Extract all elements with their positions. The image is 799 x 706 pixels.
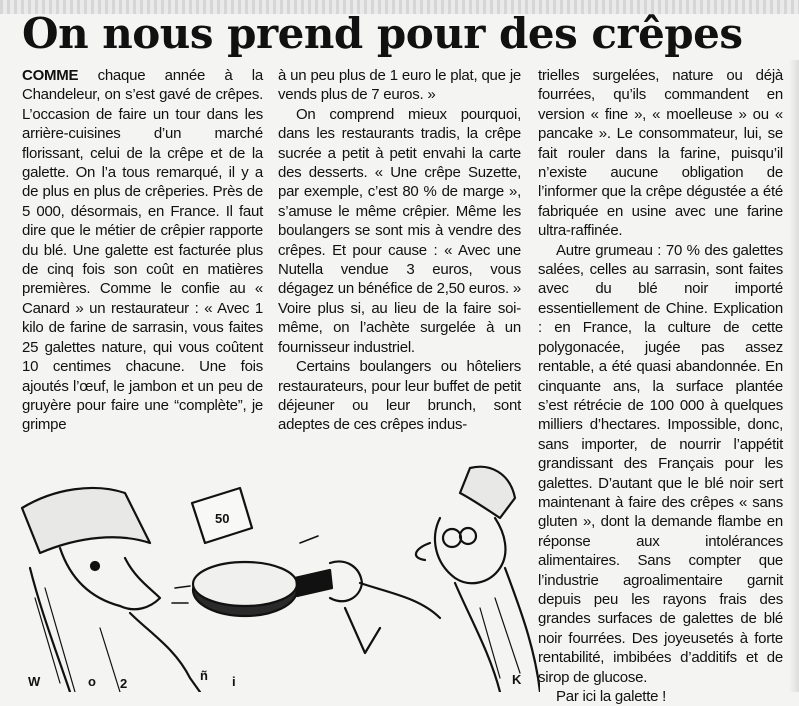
article-column-3 [538, 66, 783, 706]
paragraph-bakers: Certains boulangers ou hôteliers restaurateurs, pour leur buffet de petit déjeuner ou leur brunch, sont adeptes de ces crêpes indus- [278, 358, 521, 434]
scribble-letter-4: ñ [200, 668, 208, 683]
right-character-hand [330, 562, 362, 602]
paragraph-intro [22, 66, 263, 435]
right-character-nose [416, 543, 430, 560]
left-character-eye [91, 562, 99, 570]
left-character-head [60, 548, 160, 609]
intro-text: chaque année à la Chandeleur, on s’est gavé de crêpes. L’occasion de faire un tour dans les arrière-cuisines d’un marché florissant, celui de la crêpe et de la galette. On l’a tous remarqué, il y a de plus en plus de crêperies. Près de 5 000, désormais, en France. Il faut dire que le métier de crêpier rapporte du blé. Une galette est facturée plus de cinq fois son coût en matières premières. Comme le confie au « Canard » un restaurateur : « Avec 1 kilo de farine de sarrasin, vous faites 25 galettes nature, qui vous coûtent 10 centimes chacune. Une fois ajoutés l’œuf, le jambon et un peu de gruyère pour faire une “complète”, je grimpe [22, 67, 263, 434]
right-character-glasses [443, 528, 476, 547]
lead-word: COMME [22, 67, 79, 84]
left-character-shading [35, 588, 120, 692]
scribble-letter-5: i [232, 674, 236, 689]
scribble-letter-3: 2 [120, 676, 128, 691]
left-character-body [30, 568, 200, 692]
left-character-hat [22, 488, 150, 553]
article-headline: On nous prend pour des crêpes [22, 9, 743, 58]
scribble-letter-1: W [28, 674, 41, 689]
paragraph-quote-end: à un peu plus de 1 euro le plat, que je vends plus de 7 euros. » [278, 67, 521, 104]
right-character-body [455, 568, 540, 692]
right-character-hat [460, 467, 515, 518]
right-character-shading [480, 598, 520, 678]
paragraph-margins: On comprend mieux pourquoi, dans les restaurants tradis, la crêpe sucrée a petit à petit envahi la carte des desserts. « Une crêpe Suzette, par exemple, c’est 80 % de marge », s’amuse le même crêpier. Même les boulangers se sont mis à vendre des crêpes. Et pour cause : « Avec une Nutella vendue 3 euros, vous dégagez un bénéfice de 2,50 euros. » Voire plus si, au lieu de la faire soi-même, on l’achète surgelée à un fournisseur industriel. [278, 105, 521, 356]
banknote-label: 50 [215, 511, 230, 526]
page-edge-shadow [789, 60, 799, 692]
scribble-letter-6: K [512, 672, 522, 687]
scribble-letter-2: o [88, 674, 96, 689]
paragraph-buckwheat: Autre grumeau : 70 % des galettes salées, celles au sarrasin, sont faites avec du blé noir importé essentiellement de Chine. Explication : en France, la culture de cette polygonacée, jugée pas assez rentable, a été quasi abandonnée. En cinquante ans, la surface plantée s’est rétrécie de 100 000 à quelques milliers d’hectares. Impossible, donc, sans importer, de nourrir l’appétit grandissant des Français pour les galettes. D’autant que le blé noir sert maintenant à faire des crêpes « sans gluten », dont la demande flambe en réponse aux intolérances alimentaires. Sans compter que l’industrie agroalimentaire garnit depuis peu les rayons frais des grandes surfaces de galettes de blé noir fourrées. Des joyeusetés à forte rentabilité, imbibées d’additifs et de sirop de glucose. [538, 241, 783, 686]
paragraph-industrial: trielles surgelées, nature ou déjà fourrées, qu’ils commandent en version « fine », « moelleuse » ou « pancake ». Le consommateur, lui, se fait rouler dans la farine, puisqu’il n’existe aucune obligation de l’informer que la crêpe dégustée a été fabriquée en usine avec une farine ultra-raffinée. [538, 67, 783, 240]
cartoon-illustration [0, 448, 540, 692]
article-column-2 [278, 66, 521, 435]
article-sign-off: Par ici la galette ! [556, 688, 667, 705]
frying-pan-handle [295, 570, 332, 596]
frying-pan-rim [193, 562, 297, 606]
article-column-1 [22, 66, 263, 435]
